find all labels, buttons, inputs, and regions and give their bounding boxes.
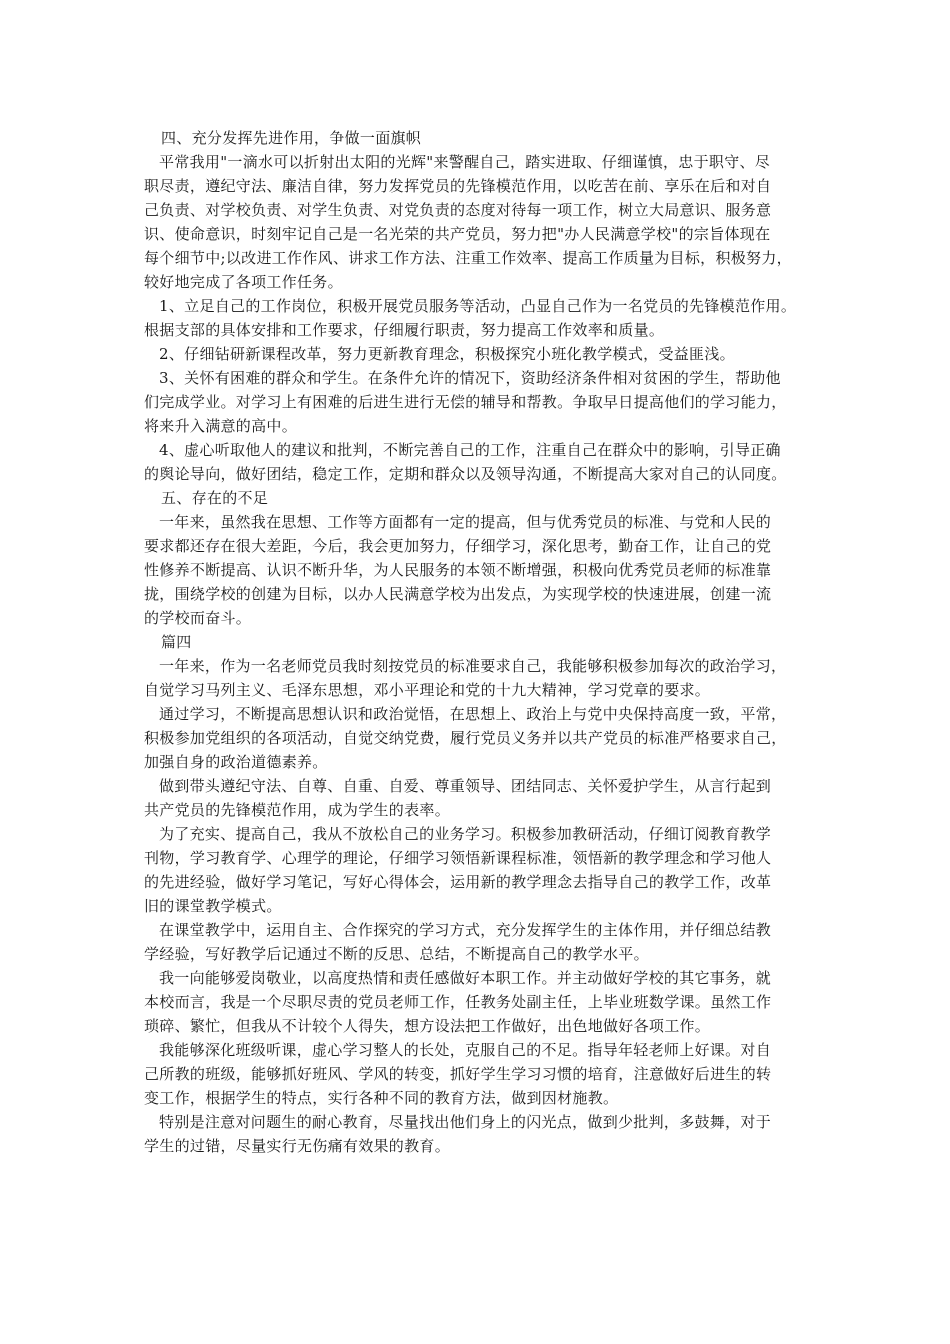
paragraph-class-observation: 我能够深化班级听课，虚心学习整人的长处，克服自己的不足。指导年轻老师上好课。对自 己所教的班级，能够抓好班风、学风的转变，抓好学生学习习惯的培育，注意做好后进生的转 变工作，根据学生的特点，实行各种不同的教育方法，做到因材施教。 <box>144 1041 772 1107</box>
list-item-3: 3、关怀有困难的群众和学生。在条件允许的情况下，资助经济条件相对贫困的学生，帮助他 们完成学业。对学习上有困难的后进生进行无偿的辅导和帮教。争取早日提高他们的学习能力， 将来升入满意的高中。 <box>144 369 787 435</box>
paragraph-year-review: 一年来，作为一名老师党员我时刻按党员的标准要求自己，我能够积极参加每次的政治学习， 自觉学习马列主义、毛泽东思想，邓小平理论和党的十九大精神，学习党章的要求。 <box>144 657 787 699</box>
list-item-2: 2、仔细钻研新课程改革，努力更新教育理念，积极探究小班化教学模式，受益匪浅。 <box>159 345 735 363</box>
paragraph-problem-students: 特别是注意对问题生的耐心教育，尽量找出他们身上的闪光点，做到少批判，多鼓舞，对于 学生的过错，尽量实行无伤痛有效果的教育。 <box>144 1113 772 1155</box>
list-item-4: 4、虚心听取他人的建议和批判，不断完善自己的工作，注重自己在群众中的影响，引导正确 的舆论导向，做好团结，稳定工作，定期和群众以及领导沟通，不断提高大家对自己的认同度。 <box>144 441 787 483</box>
document-page <box>144 126 829 1158</box>
section-heading-five: 五、存在的不足 <box>161 489 269 507</box>
paragraph-dedication: 我一向能够爱岗敬业，以高度热情和责任感做好本职工作。并主动做好学校的其它事务，就 本校而言，我是一个尽职尽责的党员老师工作，任教务处副主任，上毕业班数学课。虽然工作 琐碎、繁忙，但我从不计较个人得失，想方设法把工作做好，出色地做好各项工作。 <box>144 969 772 1035</box>
section-heading-pian-four: 篇四 <box>161 633 192 651</box>
paragraph-classroom: 在课堂教学中，运用自主、合作探究的学习方式，充分发挥学生的主体作用，并仔细总结教 学经验，写好教学后记通过不断的反思、总结，不断提高自己的教学水平。 <box>144 921 772 963</box>
paragraph-professional-study: 为了充实、提高自己，我从不放松自己的业务学习。积极参加教研活动，仔细订阅教育教学 刊物，学习教育学、心理学的理论，仔细学习领悟新课程标准，领悟新的教学理念和学习他人 的先进经验，做好学习笔记，写好心得体会，运用新的教学理念去指导自己的教学工作，改革 旧的课堂教学模式。 <box>144 825 772 915</box>
paragraph-shortcomings: 一年来，虽然我在思想、工作等方面都有一定的提高，但与优秀党员的标准、与党和人民的 要求都还存在很大差距，今后，我会更加努力，仔细学习，深化思考，勤奋工作，让自己的党 性修养不断提高、认识不断升华，为人民服务的本领不断增强，积极向优秀党员老师的标准靠 拢，围绕学校的创建为目标，以办人民满意学校为出发点，为实现学校的快速进展，创建一流 的学校而奋斗。 <box>144 513 772 627</box>
paragraph-example: 做到带头遵纪守法、自尊、自重、自爱、尊重领导、团结同志、关怀爱护学生，从言行起到 共产党员的先锋模范作用，成为学生的表率。 <box>144 777 772 819</box>
list-item-1: 1、立足自己的工作岗位，积极开展党员服务等活动，凸显自己作为一名党员的先锋模范作用。 根据支部的具体安排和工作要求，仔细履行职责，努力提高工作效率和质量。 <box>144 297 797 339</box>
paragraph-study: 通过学习，不断提高思想认识和政治觉悟，在思想上、政治上与党中央保持高度一致，平常， 积极参加党组织的各项活动，自觉交纳党费，履行党员义务并以共产党员的标准严格要求自己， 加强自身的政治道德素养。 <box>144 705 787 771</box>
paragraph-role-model: 平常我用"一滴水可以折射出太阳的光辉"来警醒自己，踏实进取、仔细谨慎，忠于职守、尽 职尽责，遵纪守法、廉洁自律，努力发挥党员的先锋模范作用，以吃苦在前、享乐在后和对自 己负责、对学校负责、对学生负责、对党负责的态度对待每一项工作，树立大局意识、服务意 识、使命意识，时刻牢记自己是一名光荣的共产党员，努力把"办人民满意学校"的宗旨体现在 每个细节中;以改进工作作风、讲求工作方法、注重工作效率、提高工作质量为目标，积极努力， 较好地完成了各项工作任务。 <box>144 153 792 291</box>
section-heading-four: 四、充分发挥先进作用，争做一面旗帜 <box>161 129 422 147</box>
